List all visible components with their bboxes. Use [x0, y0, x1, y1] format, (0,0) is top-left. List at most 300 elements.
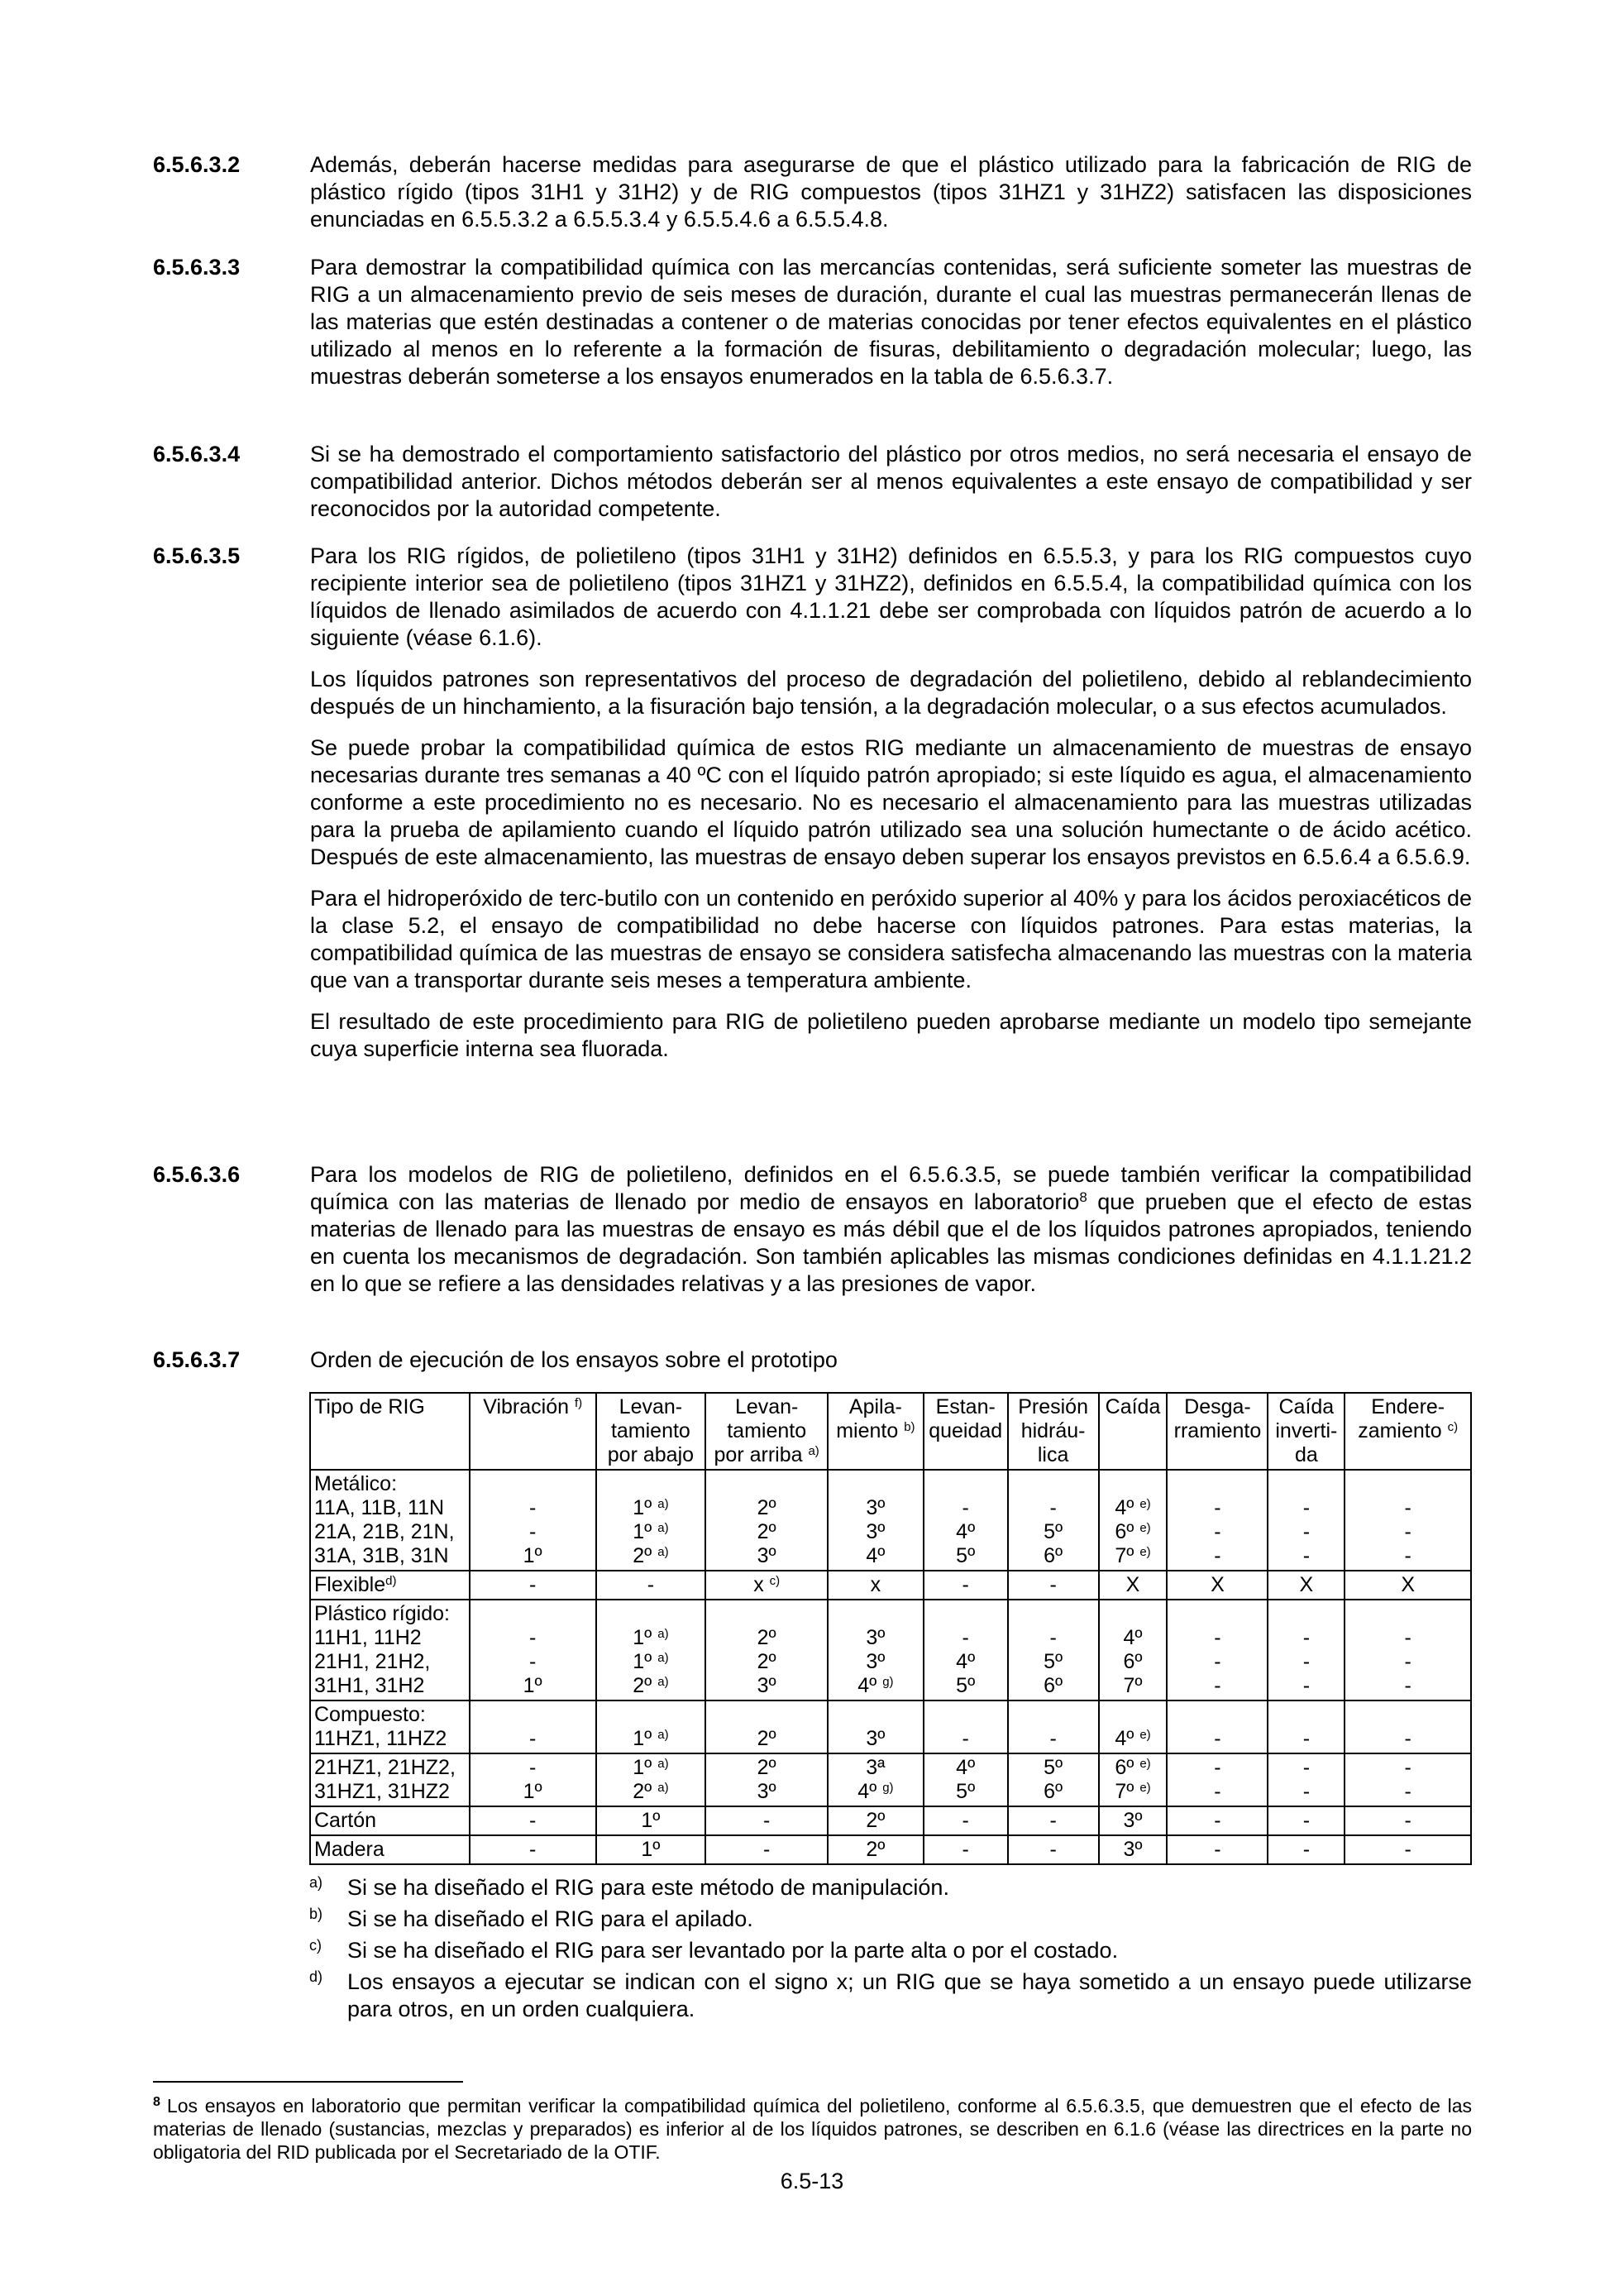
cell-spacer: [928, 1472, 1004, 1496]
cell-line: -: [1214, 1756, 1221, 1779]
test-order-cell: [1268, 1470, 1345, 1571]
header-line: da: [1294, 1443, 1318, 1466]
cell-spacer: [474, 1602, 592, 1626]
note-mark: a): [309, 1874, 323, 1891]
clause-paragraph: Orden de ejecución de los ensayos sobre el prototipo: [310, 1347, 838, 1372]
test-order-cell: [705, 1806, 828, 1835]
note-mark: d): [309, 1968, 323, 1985]
cell-spacer: [1171, 1602, 1263, 1626]
test-order-cell: [828, 1470, 924, 1571]
cell-line: 1º $^{a)}$: [633, 1650, 669, 1673]
cell-line: 4º $^{e)}$: [1115, 1496, 1151, 1519]
cell-line: -: [1404, 1496, 1411, 1519]
cell-line: 3º: [866, 1496, 886, 1519]
test-order-cell: [924, 1600, 1008, 1700]
test-order-cell: [1008, 1600, 1099, 1700]
cell-line: -: [1404, 1809, 1411, 1832]
note-text: Si se ha diseñado el RIG para ser levantado por la parte alta o por el costado.: [347, 1938, 1119, 1963]
cell-line: -: [529, 1838, 537, 1861]
clause-paragraph: [310, 1161, 1472, 1298]
cell-line: -: [1404, 1626, 1411, 1649]
cell-spacer: [709, 1472, 824, 1496]
cell-line: 7º $^{e)}$: [1115, 1780, 1151, 1803]
cell-line: 4º $^{g)}$: [857, 1674, 894, 1697]
cell-spacer: [1272, 1602, 1340, 1626]
cell-line: -: [962, 1573, 969, 1596]
test-order-cell: [1167, 1571, 1268, 1600]
column-header: [1268, 1393, 1345, 1470]
cell-line: -: [1049, 1727, 1057, 1750]
test-order-cell: [1345, 1753, 1471, 1806]
test-order-cell: [924, 1470, 1008, 1571]
test-order-cell: [705, 1600, 828, 1700]
cell-line: -: [1049, 1809, 1057, 1832]
cell-line: 2º $^{a)}$: [633, 1674, 669, 1697]
test-order-cell: [705, 1571, 828, 1600]
cell-line: -: [1302, 1520, 1311, 1543]
test-order-cell: [1167, 1700, 1268, 1753]
test-order-cell: [596, 1600, 706, 1700]
cell-line: -: [1049, 1626, 1057, 1649]
cell-line: 5º: [956, 1674, 976, 1697]
cell-line: -: [1302, 1809, 1311, 1832]
header-line: Desga-: [1184, 1395, 1251, 1418]
cell-line: -: [1214, 1674, 1221, 1697]
rig-type-cell: [310, 1753, 470, 1806]
clause-paragraph: Además, deberán hacerse medidas para asegurarse de que el plástico utilizado para la fabricación de RIG de plástico rígido (tipos 31H1 y 31H2) y de RIG compuestos (tipos 31HZ1 y 31HZ2) satisfacen las disposiciones enunciadas en 6.5.5.3.2 a 6.5.5.3.4 y 6.5.5.4.6 a 6.5.5.4.8.: [310, 152, 1472, 232]
cell-line: 4º: [956, 1520, 976, 1543]
rig-type-cell: [310, 1470, 470, 1571]
column-header: [1167, 1393, 1268, 1470]
cell-line: -: [1404, 1520, 1411, 1543]
header-line: hidráu-: [1020, 1419, 1086, 1442]
clause-paragraph: Los líquidos patrones son representativos del proceso de degradación del polietileno, debido al reblandecimiento después de un hinchamiento, a la fisuración bajo tensión, a la degradación molecular, o a sus efectos acumulados.: [310, 667, 1472, 719]
cell-line: -: [1302, 1544, 1311, 1567]
cell-spacer: [832, 1602, 919, 1626]
cell-line: X: [1299, 1573, 1314, 1596]
cell-spacer: [474, 1703, 592, 1727]
header-note-mark: c): [1447, 1420, 1459, 1434]
test-order-cell: [924, 1806, 1008, 1835]
test-order-table: [309, 1392, 1472, 1865]
table-note: [309, 1937, 1472, 1964]
test-order-cell: [705, 1470, 828, 1571]
cell-line: 4º: [866, 1544, 886, 1567]
test-order-cell: [1268, 1600, 1345, 1700]
table-row: [310, 1753, 1471, 1806]
cell-line: 1º $^{a)}$: [633, 1520, 669, 1543]
cell-line: 1º $^{a)}$: [633, 1727, 669, 1750]
test-order-cell: [828, 1753, 924, 1806]
cell-line: 6º $^{e)}$: [1115, 1756, 1151, 1779]
cell-line: -: [1302, 1650, 1311, 1673]
cell-line: 3º: [866, 1650, 886, 1673]
column-header: [596, 1393, 706, 1470]
test-order-cell: [1008, 1806, 1099, 1835]
cell-spacer: [832, 1703, 919, 1727]
clause-number: 6.5.6.3.6: [153, 1162, 241, 1187]
test-order-cell: [1345, 1806, 1471, 1835]
cell-line: -: [1404, 1756, 1411, 1779]
rig-type-label: 21H1, 21H2,: [314, 1650, 431, 1673]
cell-line: -: [1404, 1650, 1411, 1673]
cell-line: 3º: [757, 1674, 776, 1697]
clause-number: 6.5.6.3.4: [153, 442, 241, 466]
test-order-cell: [470, 1600, 596, 1700]
test-order-cell: [470, 1835, 596, 1864]
cell-line: 6º: [1044, 1544, 1063, 1567]
cell-spacer: [1349, 1703, 1467, 1727]
cell-line: 2º: [757, 1756, 776, 1779]
cell-line: 2º: [757, 1520, 776, 1543]
cell-line: 1º $^{a)}$: [633, 1626, 669, 1649]
header-line: tamiento: [727, 1419, 807, 1442]
cell-line: -: [1404, 1544, 1411, 1567]
test-order-cell: [1008, 1753, 1099, 1806]
cell-line: 2º $^{a)}$: [633, 1780, 669, 1803]
cell-line: -: [529, 1756, 537, 1779]
cell-line: -: [1214, 1496, 1221, 1519]
header-line: Vibración: [483, 1395, 570, 1418]
cell-line: 2º: [757, 1650, 776, 1673]
cell-spacer: [1272, 1472, 1340, 1496]
test-order-cell: [1099, 1835, 1168, 1864]
test-order-cell: [924, 1753, 1008, 1806]
test-order-cell: [1099, 1600, 1168, 1700]
cell-line: 1º $^{a)}$: [633, 1496, 669, 1519]
test-order-cell: [470, 1470, 596, 1571]
cell-line: 6º: [1044, 1674, 1063, 1697]
clause-number: 6.5.6.3.2: [153, 152, 241, 177]
note-mark: c): [309, 1937, 322, 1954]
cell-line: -: [962, 1727, 969, 1750]
clause-6-5-6-3-6: [153, 1161, 1472, 1298]
column-header: [310, 1393, 470, 1470]
cell-line: -: [1214, 1809, 1221, 1832]
cell-line: 5º: [956, 1780, 976, 1803]
cell-line: -: [1302, 1674, 1311, 1697]
column-header: [1008, 1393, 1099, 1470]
clause-paragraph: Para demostrar la compatibilidad química con las mercancías contenidas, será suficiente someter las muestras de RIG a un almacenamiento previo de seis meses de duración, durante el cual las muestras permanecerán llenas de las materias que estén destinadas a contener o de materias conocidas por tener efectos equivalentes en el plástico utilizado al menos en lo referente a la formación de fisuras, debilitamiento o degradación molecular; luego, las muestras deberán someterse a los ensayos enumerados en la tabla de 6.5.6.3.7.: [310, 255, 1472, 389]
cell-spacer: [1103, 1703, 1163, 1727]
test-order-cell: [1099, 1753, 1168, 1806]
header-note-mark: f): [574, 1396, 583, 1410]
cell-line: -: [1302, 1780, 1311, 1803]
test-order-cell: [924, 1700, 1008, 1753]
test-order-cell: [470, 1753, 596, 1806]
cell-line: -: [1214, 1727, 1221, 1750]
cell-line: -: [529, 1496, 537, 1519]
test-order-cell: [1008, 1700, 1099, 1753]
test-order-cell: [596, 1835, 706, 1864]
rig-type-label: 11HZ1, 11HZ2: [314, 1727, 447, 1750]
cell-line: -: [1302, 1727, 1311, 1750]
test-order-cell: [596, 1806, 706, 1835]
test-order-cell: [1345, 1700, 1471, 1753]
clause-paragraph: El resultado de este procedimiento para RIG de polietileno pueden aprobarse mediante un modelo tipo semejante cuya superficie interna sea fluorada.: [310, 1009, 1472, 1061]
test-order-cell: [1268, 1753, 1345, 1806]
cell-line: -: [1214, 1780, 1221, 1803]
test-order-cell: [828, 1600, 924, 1700]
rig-type-label: 11A, 11B, 11N: [314, 1496, 445, 1519]
cell-line: -: [1214, 1520, 1221, 1543]
table-row: [310, 1835, 1471, 1864]
cell-spacer: [709, 1602, 824, 1626]
cell-line: -: [1404, 1838, 1411, 1861]
note-text: Los ensayos a ejecutar se indican con el signo x; un RIG que se haya sometido a un ensayo puede utilizarse para otros, en un orden cualquiera.: [347, 1969, 1472, 2021]
header-line: Levan-: [734, 1395, 799, 1418]
cell-line: 2º: [866, 1809, 886, 1832]
cell-spacer: [600, 1602, 702, 1626]
cell-line: -: [1049, 1838, 1057, 1861]
column-header: [705, 1393, 828, 1470]
test-order-cell: [705, 1835, 828, 1864]
header-line: queidad: [929, 1419, 1003, 1442]
cell-line: x $^{c)}$: [753, 1573, 781, 1596]
cell-line: -: [1302, 1626, 1311, 1649]
footnote: [153, 2094, 1472, 2164]
test-order-cell: [828, 1806, 924, 1835]
test-order-cell: [1167, 1806, 1268, 1835]
cell-line: 2º: [866, 1838, 886, 1861]
test-order-cell: [705, 1700, 828, 1753]
test-order-cell: [596, 1753, 706, 1806]
test-order-cell: [1099, 1470, 1168, 1571]
rig-category-label: Plástico rígido:: [314, 1602, 450, 1625]
test-order-cell: [924, 1571, 1008, 1600]
cell-line: 1º $^{a)}$: [633, 1756, 669, 1779]
rig-type-label: Cartón: [314, 1809, 377, 1832]
clause-text: Para los modelos de RIG de polietileno, definidos en el 6.5.6.3.5, se puede también verificar la compatibilidad química con las materias de llenado por medio de ensayos en laboratorio: [310, 1162, 1472, 1214]
cell-spacer: [832, 1472, 919, 1496]
table-row: [310, 1571, 1471, 1600]
cell-line: 3º: [757, 1780, 776, 1803]
cell-line: -: [962, 1809, 969, 1832]
column-header: [828, 1393, 924, 1470]
test-order-cell: [924, 1835, 1008, 1864]
cell-line: 1º: [523, 1544, 542, 1567]
cell-spacer: [1012, 1703, 1095, 1727]
cell-line: -: [1404, 1780, 1411, 1803]
rig-type-label: 11H1, 11H2: [314, 1626, 422, 1649]
cell-line: 7º $^{e)}$: [1115, 1544, 1151, 1567]
rig-type-cell: [310, 1571, 470, 1600]
rig-type-cell: [310, 1806, 470, 1835]
header-line: Caída: [1105, 1395, 1161, 1418]
cell-line: 4º $^{g)}$: [857, 1780, 894, 1803]
cell-line: 3º: [866, 1727, 886, 1750]
cell-line: 4º: [956, 1756, 976, 1779]
cell-line: 3ª: [866, 1756, 886, 1779]
cell-line: -: [962, 1496, 969, 1519]
cell-line: -: [1404, 1727, 1411, 1750]
test-order-cell: [470, 1571, 596, 1600]
test-order-cell: [1008, 1835, 1099, 1864]
cell-spacer: [1012, 1472, 1095, 1496]
test-order-cell: [828, 1571, 924, 1600]
cell-line: 1º: [641, 1838, 661, 1861]
rig-type-cell: [310, 1835, 470, 1864]
note-text: Si se ha diseñado el RIG para el apilado.: [347, 1906, 753, 1931]
test-order-cell: [1268, 1700, 1345, 1753]
test-order-cell: [1167, 1600, 1268, 1700]
cell-spacer: [1349, 1602, 1467, 1626]
cell-line: 4º: [1123, 1626, 1143, 1649]
header-line: Apila-: [848, 1395, 902, 1418]
rig-type-cell: [310, 1700, 470, 1753]
test-order-cell: [1099, 1571, 1168, 1600]
rig-category-label: Metálico:: [314, 1472, 398, 1495]
cell-line: 4º: [956, 1650, 976, 1673]
cell-line: X: [1211, 1573, 1225, 1596]
table-note: [309, 1874, 1472, 1901]
cell-line: -: [529, 1573, 537, 1596]
cell-line: -: [647, 1573, 655, 1596]
note-mark: b): [309, 1906, 323, 1922]
test-order-cell: [828, 1700, 924, 1753]
footnote-text: Los ensayos en laboratorio que permitan verificar la compatibilidad química del polietileno, conforme al 6.5.6.3.5, que demuestren que el efecto de las materias de llenado (sustancias, mezclas y preparados) es inferior al de los líquidos patrones, se describen en 6.1.6 (véase las directrices en la parte no obligatoria del RID publicada por el Secretariado de la OTIF.: [153, 2095, 1472, 2163]
cell-line: 1º: [641, 1809, 661, 1832]
clause-paragraph: Para el hidroperóxido de terc-butilo con un contenido en peróxido superior al 40% y para los ácidos peroxiacéticos de la clase 5.2, el ensayo de compatibilidad no debe hacerse con líquidos patrones. Para estas materias, la compatibilidad química de las muestras de ensayo se considera satisfecha almacenando las muestras con la materia que van a transportar durante seis meses a temperatura ambiente.: [310, 886, 1472, 993]
header-line: por arriba: [714, 1443, 803, 1466]
cell-line: 5º: [956, 1544, 976, 1567]
cell-line: 6º: [1044, 1780, 1063, 1803]
header-line: Levan-: [619, 1395, 683, 1418]
cell-line: -: [529, 1727, 537, 1750]
cell-line: 6º: [1123, 1650, 1143, 1673]
header-line: zamiento: [1358, 1419, 1442, 1442]
cell-line: 2º $^{a)}$: [633, 1544, 669, 1567]
test-order-cell: [470, 1806, 596, 1835]
rig-type-label: 31H1, 31H2: [314, 1674, 425, 1697]
cell-line: 2º: [757, 1727, 776, 1750]
test-order-cell: [1167, 1470, 1268, 1571]
header-note-mark: b): [904, 1420, 915, 1434]
table-header-row: [310, 1393, 1471, 1470]
cell-spacer: [1171, 1472, 1263, 1496]
rig-type-label: 21HZ1, 21HZ2,: [314, 1756, 456, 1779]
header-note-mark: a): [808, 1444, 819, 1458]
clause-6-5-6-3-2: [153, 151, 1472, 233]
test-order-cell: [1167, 1753, 1268, 1806]
cell-line: 2º: [757, 1626, 776, 1649]
cell-spacer: [1272, 1703, 1340, 1727]
column-header: [1099, 1393, 1168, 1470]
test-order-cell: [1008, 1470, 1099, 1571]
cell-line: -: [1214, 1544, 1221, 1567]
rig-type-cell: [310, 1600, 470, 1700]
test-order-cell: [1268, 1835, 1345, 1864]
clause-text: que prueben que el efecto de estas materias de llenado para las muestras de ensayo es más débil que el de los líquidos patrones apropiados, teniendo en cuenta los mecanismos de degradación. Son también aplicables las mismas condiciones definidas en 4.1.1.21.2 en lo que se refiere a las densidades relativas y a las presiones de vapor.: [310, 1189, 1472, 1296]
test-order-cell: [1345, 1835, 1471, 1864]
cell-spacer: [928, 1602, 1004, 1626]
cell-line: 4º $^{e)}$: [1115, 1727, 1151, 1750]
cell-line: 3º: [1123, 1838, 1143, 1861]
cell-spacer: [600, 1703, 702, 1727]
footnote-divider: [153, 2081, 463, 2083]
cell-line: -: [1302, 1496, 1311, 1519]
footnote-reference[interactable]: 8: [1079, 1189, 1087, 1205]
cell-line: 2º: [757, 1496, 776, 1519]
table-notes: [309, 1874, 1472, 2027]
rig-type-label: Flexible$^{d)}$: [314, 1573, 397, 1596]
cell-spacer: [709, 1703, 824, 1727]
table-row: [310, 1600, 1471, 1700]
rig-type-label: 21A, 21B, 21N,: [314, 1520, 455, 1543]
cell-line: 7º: [1123, 1674, 1143, 1697]
test-order-cell: [1099, 1806, 1168, 1835]
cell-line: 5º: [1044, 1756, 1063, 1779]
header-line: lica: [1037, 1443, 1069, 1466]
test-order-cell: [596, 1700, 706, 1753]
footnote-mark: 8: [153, 2095, 160, 2109]
test-order-cell: [1345, 1600, 1471, 1700]
cell-spacer: [600, 1472, 702, 1496]
cell-line: -: [1302, 1838, 1311, 1861]
header-line: Endere-: [1371, 1395, 1445, 1418]
clause-6-5-6-3-5: [153, 543, 1472, 1063]
clause-6-5-6-3-3: [153, 254, 1472, 390]
test-order-cell: [1268, 1571, 1345, 1600]
header-line: Presión: [1018, 1395, 1088, 1418]
test-order-cell: [470, 1700, 596, 1753]
rig-category-label: Compuesto:: [314, 1703, 426, 1726]
cell-line: -: [529, 1809, 537, 1832]
cell-line: -: [1049, 1496, 1057, 1519]
cell-line: 1º: [523, 1674, 542, 1697]
cell-line: 3º: [1123, 1809, 1143, 1832]
clause-paragraph: Para los RIG rígidos, de polietileno (tipos 31H1 y 31H2) definidos en 6.5.5.3, y para los RIG compuestos cuyo recipiente interior sea de polietileno (tipos 31HZ1 y 31HZ2), definidos en 6.5.5.4, la compatibilidad química con los líquidos de llenado asimilados de acuerdo con 4.1.1.21 debe ser comprobada con líquidos patrón de acuerdo a lo siguiente (véase 6.1.6).: [310, 543, 1472, 650]
test-order-cell: [596, 1571, 706, 1600]
cell-line: -: [962, 1838, 969, 1861]
header-line: inverti-: [1275, 1419, 1338, 1442]
test-order-cell: [705, 1753, 828, 1806]
column-header: [470, 1393, 596, 1470]
cell-line: -: [962, 1626, 969, 1649]
cell-spacer: [1103, 1472, 1163, 1496]
clause-6-5-6-3-7: [153, 1347, 1472, 1374]
cell-line: x: [870, 1573, 881, 1596]
cell-line: -: [1214, 1650, 1221, 1673]
cell-line: -: [529, 1626, 537, 1649]
cell-line: -: [1302, 1756, 1311, 1779]
rig-type-label: Madera: [314, 1838, 385, 1861]
column-header: [924, 1393, 1008, 1470]
cell-line: -: [529, 1650, 537, 1673]
cell-line: -: [1404, 1674, 1411, 1697]
clause-paragraph: Si se ha demostrado el comportamiento satisfactorio del plástico por otros medios, no será necesaria el ensayo de compatibilidad anterior. Dichos métodos deberán ser al menos equivalentes a este ensayo de compatibilidad y ser reconocidos por la autoridad competente.: [310, 442, 1472, 521]
header-line: miento: [836, 1419, 899, 1442]
test-order-cell: [1008, 1571, 1099, 1600]
cell-line: 6º $^{e)}$: [1115, 1520, 1151, 1543]
table-row: [310, 1700, 1471, 1753]
cell-line: 5º: [1044, 1520, 1063, 1543]
cell-spacer: [474, 1472, 592, 1496]
column-header: [1345, 1393, 1471, 1470]
cell-line: 5º: [1044, 1650, 1063, 1673]
page-number: 6.5-13: [780, 2169, 844, 2193]
cell-line: X: [1401, 1573, 1415, 1596]
test-order-cell: [1268, 1806, 1345, 1835]
header-line: Tipo de RIG: [314, 1395, 425, 1418]
cell-line: 3º: [757, 1544, 776, 1567]
header-line: por abajo: [607, 1443, 695, 1466]
clause-number: 6.5.6.3.7: [153, 1347, 241, 1372]
cell-spacer: [928, 1703, 1004, 1727]
clause-6-5-6-3-4: [153, 441, 1472, 523]
cell-spacer: [1171, 1703, 1263, 1727]
cell-spacer: [1103, 1602, 1163, 1626]
